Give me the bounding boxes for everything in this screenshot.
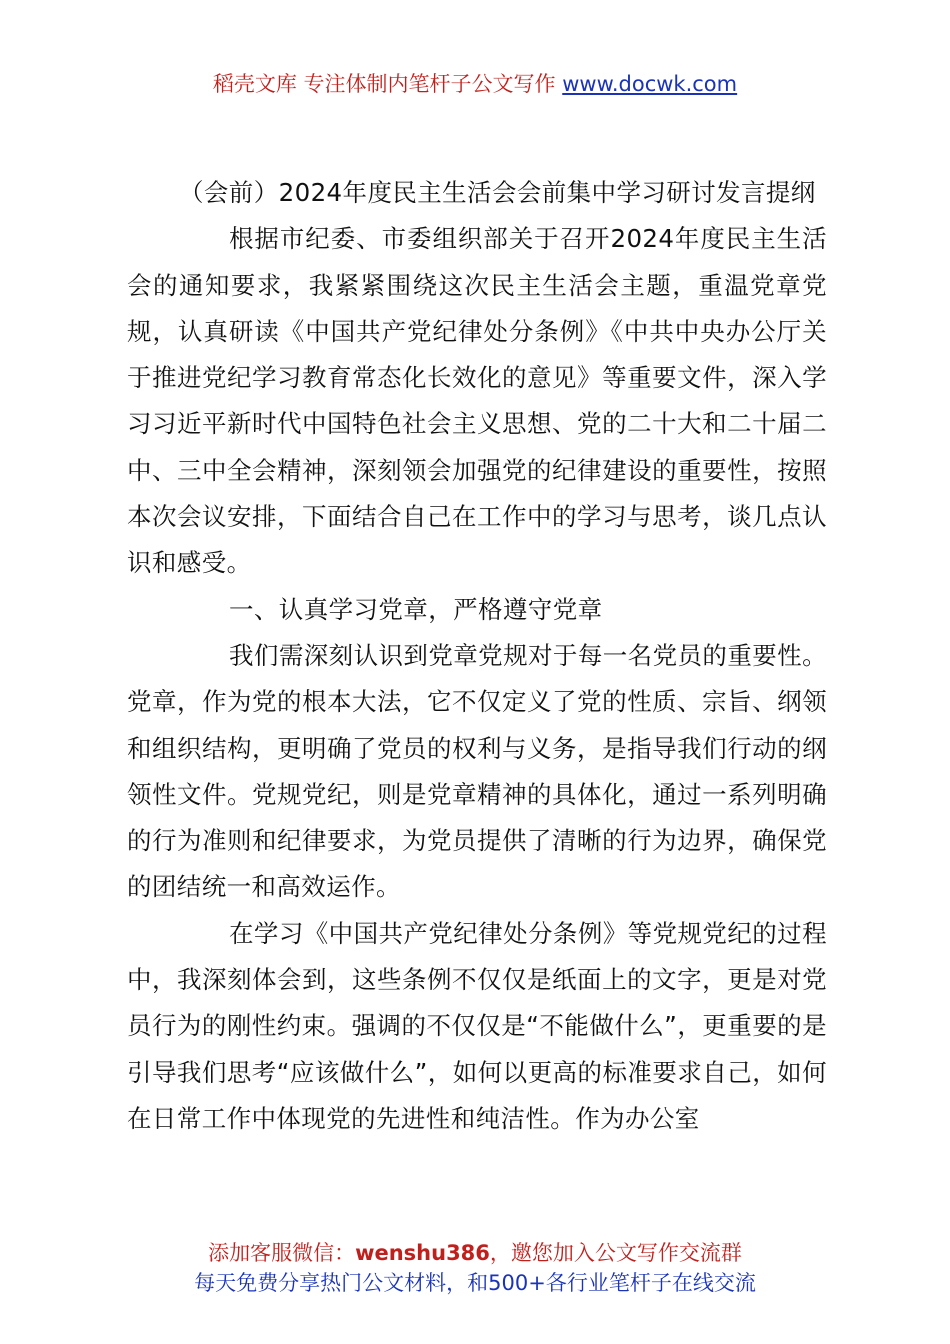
section-heading: 一、认真学习党章，严格遵守党章 <box>229 594 603 624</box>
paragraph: 在学习《中国共产党纪律处分条例》等党规党纪的过程中，我深刻体会到，这些条例不仅仅是纸面上的文字，更是对党员行为的刚性约束。强调的不仅仅是“不能做什么”，更重要的是引导我们思考“应该做什么”，如何以更高的标准要求自己，如何在日常工作中体现党的先进性和纯洁性。作为办公室 <box>127 918 827 1133</box>
footer-contact-line <box>0 1238 950 1268</box>
footer-suffix: ，邀您加入公文写作交流群 <box>489 1241 742 1265</box>
page-footer <box>0 1238 950 1298</box>
document-title: （会前）2024年度民主生活会会前集中学习研讨发言提纲 <box>179 178 816 207</box>
footer-prefix: 添加客服微信： <box>208 1241 356 1265</box>
document-body <box>127 170 827 1142</box>
site-link[interactable]: www.docwk.com <box>562 72 738 96</box>
brand-text: 稻壳文库 专注体制内笔杆子公文写作 <box>212 72 556 96</box>
paragraph: 我们需深刻认识到党章党规对于每一名党员的重要性。党章，作为党的根本大法，它不仅定义了党的性质、宗旨、纲领和组织结构，更明确了党员的权利与义务，是指导我们行动的纲领性文件。党规党纪，则是党章精神的具体化，通过一系列明确的行为准则和纪律要求，为党员提供了清晰的行为边界，确保党的团结统一和高效运作。 <box>127 640 827 902</box>
footer-promo-line: 每天免费分享热门公文材料，和500+各行业笔杆子在线交流 <box>194 1271 756 1295</box>
wechat-id: wenshu386 <box>355 1241 490 1265</box>
paragraph-intro: 根据市纪委、市委组织部关于召开2024年度民主生活会的通知要求，我紧紧围绕这次民主生活会主题，重温党章党规，认真研读《中国共产党纪律处分条例》《中共中央办公厅关于推进党纪学习教育常态化长效化的意见》等重要文件，深入学习习近平新时代中国特色社会主义思想、党的二十大和二十届二中、三中全会精神，深刻领会加强党的纪律建设的重要性，按照本次会议安排，下面结合自己在工作中的学习与思考，谈几点认识和感受。 <box>127 224 827 578</box>
page-header <box>0 68 950 100</box>
